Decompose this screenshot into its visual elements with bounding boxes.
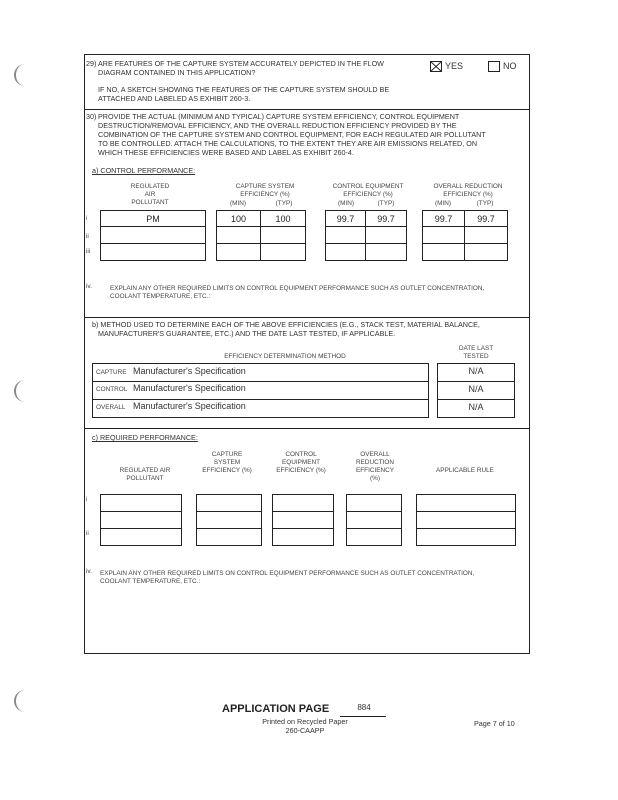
typ-label: (TYP) xyxy=(377,200,395,207)
divider xyxy=(437,381,515,382)
q29-question: ARE FEATURES OF THE CAPTURE SYSTEM ACCURATELY DEPICTED IN THE FLOW xyxy=(98,59,384,68)
col-pollutant-header: POLLUTANT xyxy=(131,199,169,206)
min-label: (MIN) xyxy=(435,200,451,207)
c-pollutant-cell[interactable] xyxy=(100,511,182,529)
c-rule-cell[interactable] xyxy=(416,494,516,512)
capture-typ-cell[interactable] xyxy=(260,243,306,261)
col-pollutant-header: AIR xyxy=(144,191,156,198)
iv-explain: EXPLAIN ANY OTHER REQUIRED LIMITS ON CONTROL EQUIPMENT PERFORMANCE SUCH AS OUTLET CONCENTRATION, xyxy=(110,285,485,292)
section-a-label: a) CONTROL PERFORMANCE: xyxy=(92,166,196,175)
iv-label: iv. xyxy=(86,283,92,290)
c-pollutant-cell[interactable] xyxy=(100,494,182,512)
c-pollutant-cell[interactable] xyxy=(100,528,182,546)
q29-ifno-cont: ATTACHED AND LABELED AS EXHIBIT 260-3. xyxy=(98,94,251,103)
application-page-label: APPLICATION PAGE xyxy=(222,703,330,715)
c-col-overall-header: REDUCTION xyxy=(356,459,394,466)
c-control-cell[interactable] xyxy=(272,511,334,529)
capture-method-value[interactable]: Manufacturer's Specification xyxy=(133,366,246,376)
c-control-cell[interactable] xyxy=(272,494,334,512)
c-overall-cell[interactable] xyxy=(346,494,402,512)
c-capture-cell[interactable] xyxy=(196,494,262,512)
q30-line: WHICH THESE EFFICIENCIES WERE BASED AND LABEL AS EXHIBIT 260-4. xyxy=(98,148,354,157)
no-label: NO xyxy=(503,61,517,71)
binder-hole-bottom xyxy=(14,690,28,712)
no-checkbox[interactable] xyxy=(488,61,500,72)
yes-checkbox[interactable] xyxy=(430,61,442,72)
col-capture-header: CAPTURE SYSTEM xyxy=(235,183,295,190)
iv-explain: EXPLAIN ANY OTHER REQUIRED LIMITS ON CONTROL EQUIPMENT PERFORMANCE SUCH AS OUTLET CONCENTRATION, xyxy=(100,570,475,577)
printed-note: Printed on Recycled Paper xyxy=(262,717,348,726)
overall-min-cell[interactable] xyxy=(422,226,465,244)
q30-number: 30) xyxy=(86,112,97,121)
section-b-text-cont: MANUFACTURER'S GUARANTEE, ETC.) AND THE DATE LAST TESTED, IF APPLICABLE. xyxy=(98,329,396,338)
method-col-header: EFFICIENCY DETERMINATION METHOD xyxy=(224,353,346,360)
binder-hole-middle xyxy=(14,380,28,402)
c-col-rule-header: APPLICABLE RULE xyxy=(436,467,494,474)
overall-method-value[interactable]: Manufacturer's Specification xyxy=(133,401,246,411)
divider xyxy=(84,428,530,429)
overall-min-cell[interactable] xyxy=(422,243,465,261)
c-control-cell[interactable] xyxy=(272,528,334,546)
q30-line: TO BE CONTROLLED. ATTACH THE CALCULATIONS, TO THE EXTENT THEY ARE AIR EMISSIONS RELATED, ON xyxy=(98,139,478,148)
divider xyxy=(92,381,429,382)
c-col-capture-header: EFFICIENCY (%) xyxy=(202,467,252,474)
control-typ-cell[interactable]: 99.7 xyxy=(365,210,407,227)
c-col-control-header: CONTROL xyxy=(285,451,317,458)
yes-label: YES xyxy=(445,61,464,71)
min-label: (MIN) xyxy=(338,200,354,207)
capture-min-cell[interactable] xyxy=(216,243,261,261)
iv-explain-cont: COOLANT TEMPERATURE, ETC.: xyxy=(100,578,201,585)
iv-explain-cont: COOLANT TEMPERATURE, ETC.: xyxy=(110,293,211,300)
c-overall-cell[interactable] xyxy=(346,511,402,529)
typ-label: (TYP) xyxy=(476,200,494,207)
c-capture-cell[interactable] xyxy=(196,511,262,529)
c-rule-cell[interactable] xyxy=(416,511,516,529)
overall-typ-cell[interactable]: 99.7 xyxy=(464,210,508,227)
divider xyxy=(92,399,429,400)
control-min-cell[interactable]: 99.7 xyxy=(325,210,366,227)
min-label: (MIN) xyxy=(230,200,246,207)
c-capture-cell[interactable] xyxy=(196,528,262,546)
col-overall-header: EFFICIENCY (%) xyxy=(443,191,493,198)
capture-row-label: CAPTURE xyxy=(96,369,127,376)
c-col-overall-header: EFFICIENCY xyxy=(356,467,394,474)
divider xyxy=(84,109,530,110)
row-label: i xyxy=(86,215,88,222)
col-control-header: EFFICIENCY (%) xyxy=(343,191,393,198)
control-min-cell[interactable] xyxy=(325,226,366,244)
section-b-text: b) METHOD USED TO DETERMINE EACH OF THE ABOVE EFFICIENCIES (E.G., STACK TEST, MATERIAL BALANCE, xyxy=(92,320,480,329)
c-overall-cell[interactable] xyxy=(346,528,402,546)
capture-min-cell[interactable] xyxy=(216,226,261,244)
q30-line: PROVIDE THE ACTUAL (MINIMUM AND TYPICAL) CAPTURE SYSTEM EFFICIENCY, CONTROL EQUIPMENT xyxy=(98,112,460,121)
row-label: ii xyxy=(86,530,89,537)
c-col-capture-header: SYSTEM xyxy=(213,459,241,466)
overall-date-value[interactable]: N/A xyxy=(468,402,484,412)
control-date-value[interactable]: N/A xyxy=(468,384,484,394)
c-col-pollutant-header: POLLUTANT xyxy=(126,475,164,482)
typ-label: (TYP) xyxy=(275,200,293,207)
c-col-pollutant-header: REGULATED AIR xyxy=(119,467,171,474)
overall-typ-cell[interactable] xyxy=(464,243,508,261)
pollutant-cell[interactable] xyxy=(100,226,206,244)
capture-date-value[interactable]: N/A xyxy=(468,366,484,376)
control-typ-cell[interactable] xyxy=(365,243,407,261)
section-c-label: c) REQUIRED PERFORMANCE: xyxy=(92,433,198,442)
col-overall-header: OVERALL REDUCTION xyxy=(433,183,503,190)
c-col-control-header: EFFICIENCY (%) xyxy=(276,467,326,474)
c-rule-cell[interactable] xyxy=(416,528,516,546)
control-typ-cell[interactable] xyxy=(365,226,407,244)
row-label: ii xyxy=(86,233,89,240)
col-pollutant-header: REGULATED xyxy=(130,183,170,190)
capture-min-cell[interactable]: 100 xyxy=(216,210,261,227)
overall-row-label: OVERALL xyxy=(96,404,126,411)
q30-line: DESTRUCTION/REMOVAL EFFICIENCY, AND THE OVERALL REDUCTION EFFICIENCY PROVIDED BY THE xyxy=(98,121,457,130)
overall-min-cell[interactable]: 99.7 xyxy=(422,210,465,227)
date-col-header: TESTED xyxy=(463,353,489,360)
c-col-capture-header: CAPTURE xyxy=(211,451,243,458)
row-label: i xyxy=(86,496,88,503)
col-capture-header: EFFICIENCY (%) xyxy=(240,191,290,198)
divider xyxy=(84,317,530,318)
c-col-overall-header: (%) xyxy=(370,475,380,482)
capture-typ-cell[interactable]: 100 xyxy=(260,210,306,227)
c-col-control-header: EQUIPMENT xyxy=(282,459,320,466)
q29-number: 29) xyxy=(86,59,97,68)
row-label: iii xyxy=(86,248,91,255)
q29-question-cont: DIAGRAM CONTAINED IN THIS APPLICATION? xyxy=(98,68,256,77)
q30-line: COMBINATION OF THE CAPTURE SYSTEM AND CONTROL EQUIPMENT, FOR EACH REGULATED AIR POLLUTANT xyxy=(98,130,486,139)
control-row-label: CONTROL xyxy=(96,386,128,393)
binder-hole-top xyxy=(14,64,28,86)
date-col-header: DATE LAST xyxy=(458,345,494,352)
pollutant-cell[interactable] xyxy=(100,243,206,261)
c-col-overall-header: OVERALL xyxy=(360,451,390,458)
overall-typ-cell[interactable] xyxy=(464,226,508,244)
application-page-number: 884 xyxy=(357,703,371,712)
capture-typ-cell[interactable] xyxy=(260,226,306,244)
control-method-value[interactable]: Manufacturer's Specification xyxy=(133,383,246,393)
divider xyxy=(437,399,515,400)
iv-label: iv. xyxy=(86,568,92,575)
control-min-cell[interactable] xyxy=(325,243,366,261)
q29-ifno: IF NO, A SKETCH SHOWING THE FEATURES OF THE CAPTURE SYSTEM SHOULD BE xyxy=(98,85,390,94)
check-x-icon xyxy=(431,62,441,71)
form-id: 260-CAAPP xyxy=(285,726,325,735)
pollutant-cell[interactable]: PM xyxy=(100,210,206,227)
col-control-header: CONTROL EQUIPMENT xyxy=(332,183,404,190)
page-of: Page 7 of 10 xyxy=(474,719,515,728)
